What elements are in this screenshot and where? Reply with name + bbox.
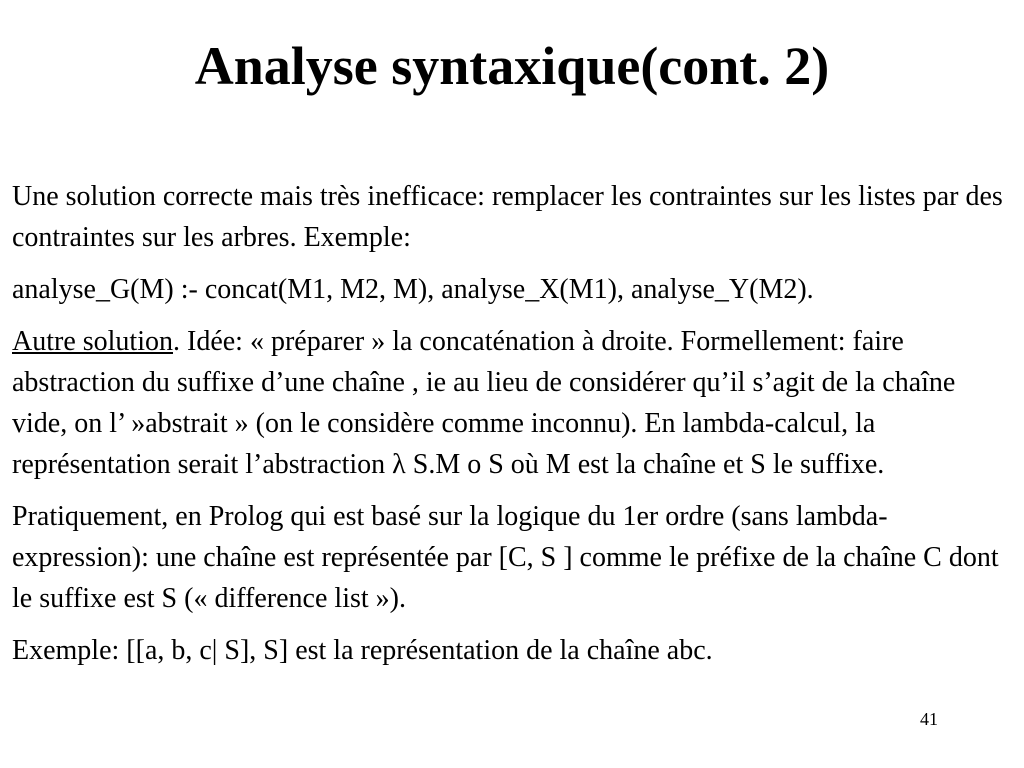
paragraph-solution-inefficace: Une solution correcte mais très inefficace: remplacer les contraintes sur les listes par des contraintes sur les arbres. Exemple: <box>12 181 1003 253</box>
slide-number: 41 <box>920 709 938 729</box>
autre-solution-text: . Idée: « préparer » la concaténation à droite. Formellement: faire abstraction du suffixe d’une chaîne , ie au lieu de considérer qu’il s’agit de la chaîne vide, on l’ »abstrait » (on le considère comme inconnu). En lambda-calcul, la représentation serait l’abstraction λ S.M o S où M est la chaîne et S le suffixe. <box>12 326 956 480</box>
paragraph-code-example: analyse_G(M) :- concat(M1, M2, M), analyse_X(M1), analyse_Y(M2). <box>12 274 814 305</box>
autre-solution-heading: Autre solution <box>12 326 173 357</box>
slide-body <box>12 176 1017 671</box>
paragraph-prolog: Pratiquement, en Prolog qui est basé sur la logique du 1er ordre (sans lambda-expression): une chaîne est représentée par [C, S ] comme le préfixe de la chaîne C dont le suffixe est S (« difference list »). <box>12 501 999 614</box>
slide-title: Analyse syntaxique(cont. 2) <box>194 36 830 96</box>
paragraph-exemple: Exemple: [[a, b, c| S], S] est la représentation de la chaîne abc. <box>12 635 713 666</box>
paragraph-autre-solution <box>12 321 1017 485</box>
